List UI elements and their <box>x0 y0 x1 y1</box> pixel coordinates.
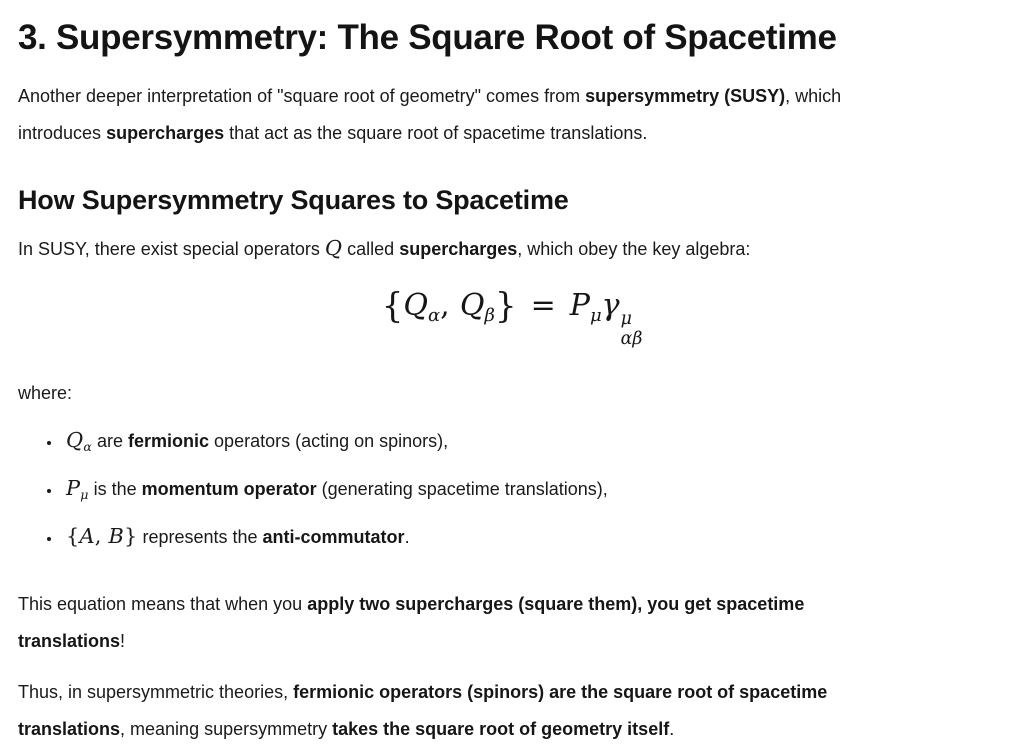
text-segment: This equation means that when you <box>18 593 308 614</box>
text-segment: ! <box>120 630 126 651</box>
bold-segment: fermionic <box>128 430 210 451</box>
section-heading: 3. Supersymmetry: The Square Root of Spacetime <box>18 18 837 57</box>
math-q-beta: Q <box>459 288 485 323</box>
bold-segment: momentum operator <box>141 478 317 499</box>
math-subscript: α <box>83 438 92 454</box>
text-segment: , which <box>785 86 842 106</box>
page <box>0 16 1024 748</box>
text-segment: is the <box>88 478 142 499</box>
bold-segment: supersymmetry (SUSY) <box>585 86 786 106</box>
text-segment: represents the <box>137 526 263 547</box>
text-segment: are <box>91 430 129 451</box>
intro-paragraph <box>18 78 1006 152</box>
text-segment: Another deeper interpretation of "square root of geometry" comes from <box>18 86 586 106</box>
math-comma: , <box>94 523 109 548</box>
math-left-brace: { <box>381 286 404 327</box>
math-gamma-indices <box>621 311 643 349</box>
math-comma: , <box>440 288 450 323</box>
where-label: where: <box>18 382 73 403</box>
list-item-momentum <box>62 470 1006 508</box>
definitions-list <box>18 422 1006 556</box>
math-momentum-p: P <box>569 288 590 323</box>
text-segment: . <box>669 718 675 739</box>
text-segment: . <box>404 526 410 547</box>
bold-segment: translations <box>18 718 121 739</box>
math-equals: = <box>530 288 556 323</box>
inline-math-q-alpha <box>66 428 92 452</box>
math-sub-alphabeta: αβ <box>620 329 643 350</box>
text-segment: (generating spacetime translations), <box>316 478 608 499</box>
bold-segment: anti-commutator <box>262 526 405 547</box>
inline-math-anticommutator <box>66 524 137 548</box>
math-left-brace: { <box>66 523 80 548</box>
final-paragraph <box>18 674 1006 748</box>
math-right-brace: } <box>494 286 517 327</box>
math-sub-mu: μ <box>589 304 602 326</box>
text-segment: introduces <box>18 123 107 143</box>
math-gamma: γ <box>601 288 620 323</box>
text-segment: that act as the square root of spacetime translations. <box>224 123 648 143</box>
list-item-anticommutator <box>62 518 1006 556</box>
math-q-alpha: Q <box>403 288 428 323</box>
math-subscript: μ <box>80 486 89 502</box>
math-base: Q <box>66 427 84 452</box>
math-a: A <box>79 523 95 548</box>
text-segment: , meaning supersymmetry <box>120 718 333 739</box>
susy-algebra-equation <box>18 284 1006 349</box>
math-sup-mu: μ <box>620 309 632 330</box>
bold-segment: fermionic operators (spinors) are the square root of spacetime <box>293 681 828 702</box>
text-segment: Thus, in supersymmetric theories, <box>18 681 294 702</box>
math-sub-beta: β <box>484 304 495 326</box>
text-segment: operators (acting on spinors), <box>209 430 449 451</box>
math-b: B <box>108 523 124 548</box>
inline-math-p-mu <box>66 476 89 500</box>
document-body <box>0 16 1024 748</box>
math-right-brace: } <box>123 523 138 548</box>
text-segment: In SUSY, there exist special operators <box>18 239 325 259</box>
bold-segment: takes the square root of geometry itself <box>332 718 670 739</box>
algebra-intro-paragraph <box>18 230 1006 268</box>
bold-segment: supercharges <box>106 123 225 143</box>
bold-segment: apply two supercharges (square them), you get spacetime <box>307 593 805 614</box>
list-item-fermionic <box>62 422 1006 460</box>
bold-segment: translations <box>18 630 121 651</box>
text-segment: called <box>342 239 400 259</box>
conclusion-paragraph <box>18 586 1006 660</box>
math-sub-alpha: α <box>427 304 441 326</box>
math-base: P <box>66 475 81 500</box>
text-segment: , which obey the key algebra: <box>517 239 751 259</box>
inline-math-supercharge-q: Q <box>324 236 343 260</box>
bold-segment: supercharges <box>399 239 518 259</box>
subsection-heading: How Supersymmetry Squares to Spacetime <box>18 185 569 215</box>
